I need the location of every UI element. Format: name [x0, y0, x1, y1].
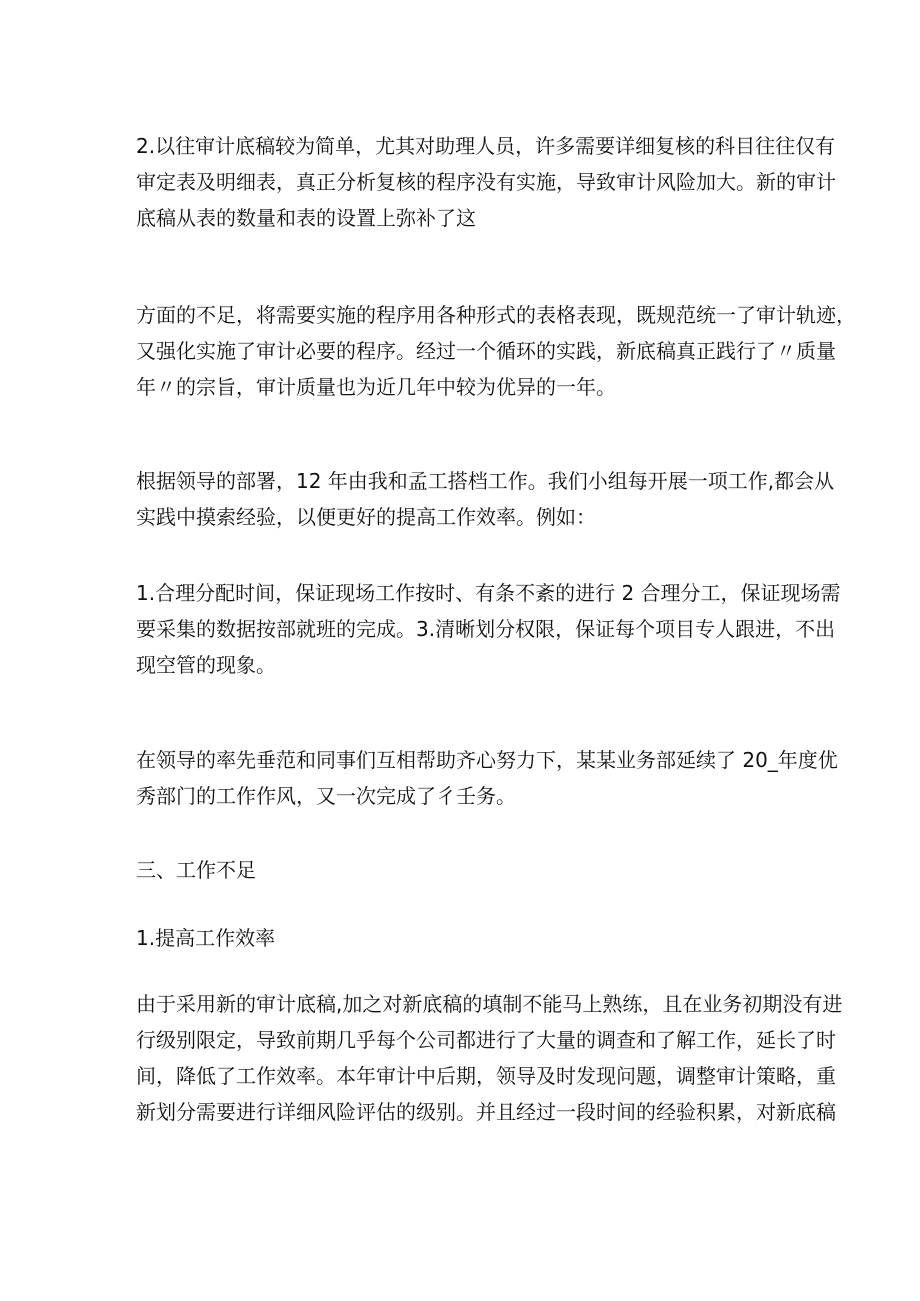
text-line: 方面的不足，将需要实施的程序用各种形式的表格表现，既规范统一了审计轨迹， [136, 303, 856, 327]
text-line: 秀部门的工作作风，又一次完成了彳壬务。 [136, 784, 516, 808]
text-line: 又强化实施了审计必要的程序。经过一个循环的实践，新底稿真正践行了〃质量 [136, 339, 836, 363]
text-line: 2.以往审计底稿较为简单，尤其对助理人员，许多需要详细复核的科目往往仅有 [136, 134, 836, 158]
paragraph-achievement [136, 742, 838, 814]
text-line: 年〃的宗旨，审计质量也为近几年中较为优异的一年。 [136, 375, 616, 399]
paragraph-teamwork [136, 463, 835, 535]
subsection-heading: 1.提高工作效率 [136, 926, 276, 950]
text-line: 要采集的数据按部就班的完成。3.清晰划分权限，保证每个项目专人跟进，不出 [136, 617, 836, 641]
paragraph-audit-drafts [136, 128, 836, 236]
text-line: 行级别限定，导致前期几乎每个公司都进行了大量的调查和了解工作，延长了时 [136, 1028, 836, 1052]
paragraph-improvements [136, 297, 856, 405]
text-line: 1.合理分配时间，保证现场工作按时、有条不紊的进行 2 合理分工，保证现场需 [136, 581, 841, 605]
text-line: 在领导的率先垂范和同事们互相帮助齐心努力下，某某业务部延续了 20_年度优 [136, 748, 838, 772]
text-line: 底稿从表的数量和表的设置上弥补了这 [136, 206, 476, 230]
text-line: 根据领导的部署，12 年由我和孟工搭档工作。我们小组每开展一项工作,都会从 [136, 469, 835, 493]
text-line: 由于采用新的审计底稿,加之对新底稿的填制不能马上熟练，且在业务初期没有进 [136, 992, 843, 1016]
paragraph-method-list [136, 575, 841, 683]
text-line: 实践中摸索经验，以便更好的提高工作效率。例如： [136, 505, 596, 529]
paragraph-efficiency [136, 986, 843, 1130]
text-line: 新划分需要进行详细风险评估的级别。并且经过一段时间的经验积累，对新底稿 [136, 1100, 836, 1124]
text-line: 现空管的现象。 [136, 653, 276, 677]
section-heading: 三、工作不足 [136, 858, 256, 882]
text-line: 间，降低了工作效率。本年审计中后期，领导及时发现问题，调整审计策略，重 [136, 1064, 836, 1088]
text-line: 审定表及明细表，真正分析复核的程序没有实施，导致审计风险加大。新的审计 [136, 170, 836, 194]
